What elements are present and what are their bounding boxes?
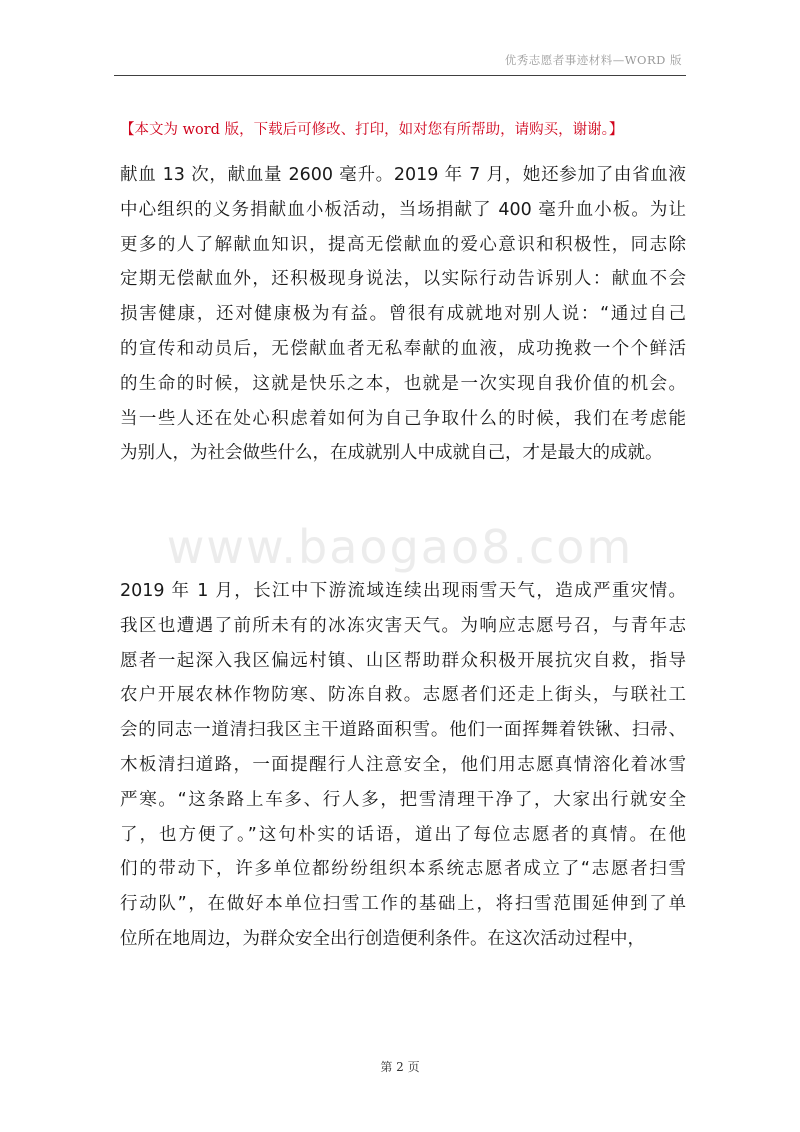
text-line: 的宣传和动员后，无偿献血者无私奉献的血液，成功挽救一个个鲜活	[120, 338, 686, 359]
text-line: 了，也方便了。”这句朴实的话语，道出了每位志愿者的真情。在他	[120, 824, 686, 845]
text-line: 为别人，为社会做些什么，在成就别人中成就自己，才是最大的成就。	[120, 443, 663, 464]
text-line: 中心组织的义务捐献血小板活动，当场捐献了 400 毫升血小板。为让	[120, 199, 686, 220]
text-line: 严寒。“这条路上车多、行人多，把雪清理干净了，大家出行就安全	[120, 789, 686, 810]
text-line: 定期无偿献血外，还积极现身说法，以实际行动告诉别人：献血不会	[120, 269, 686, 290]
text-line: 会的同志一道清扫我区主干道路面积雪。他们一面挥舞着铁锹、扫帚、	[120, 720, 686, 741]
page-number: 第 2 页	[380, 1060, 420, 1074]
text-line: 当一些人还在处心积虑着如何为自己争取什么的时候，我们在考虑能	[120, 408, 686, 429]
header-divider	[114, 75, 686, 76]
text-line: 的生命的时候，这就是快乐之本，也就是一次实现自我价值的机会。	[120, 373, 686, 394]
text-line: 2019 年 1 月，长江中下游流域连续出现雨雪天气，造成严重灾情。	[120, 581, 686, 601]
text-line: 木板清扫道路，一面提醒行人注意安全，他们用志愿真情溶化着冰雪	[120, 754, 686, 775]
text-line: 愿者一起深入我区偏远村镇、山区帮助群众积极开展抗灾自救，指导	[120, 650, 686, 671]
text-line: 农户开展农林作物防寒、防冻自救。志愿者们还走上街头，与联社工	[120, 685, 686, 706]
download-notice: 【本文为 word 版，下载后可修改、打印，如对您有所帮助，请购买，谢谢。】	[120, 122, 624, 138]
text-line: 损害健康，还对健康极为有益。曾很有成就地对别人说：“通过自己	[120, 304, 686, 325]
text-line: 位所在地周边，为群众安全出行创造便利条件。在这次活动过程中，	[120, 928, 645, 949]
running-header: 优秀志愿者事迹材料—WORD 版	[504, 53, 682, 67]
text-line: 更多的人了解献血知识，提高无偿献血的爱心意识和积极性，同志除	[120, 234, 686, 255]
watermark: www.baogao8.com	[166, 520, 634, 574]
body-paragraph-2	[120, 574, 686, 957]
text-line: 献血 13 次，献血量 2600 毫升。2019 年 7 月，她还参加了由省血液	[120, 165, 686, 185]
text-line: 我区也遭遇了前所未有的冰冻灾害天气。为响应志愿号召，与青年志	[120, 615, 686, 636]
text-line: 们的带动下，许多单位都纷纷组织本系统志愿者成立了“志愿者扫雪	[120, 859, 686, 880]
body-paragraph-1	[120, 158, 686, 471]
text-line: 行动队”，在做好本单位扫雪工作的基础上，将扫雪范围延伸到了单	[120, 894, 686, 915]
